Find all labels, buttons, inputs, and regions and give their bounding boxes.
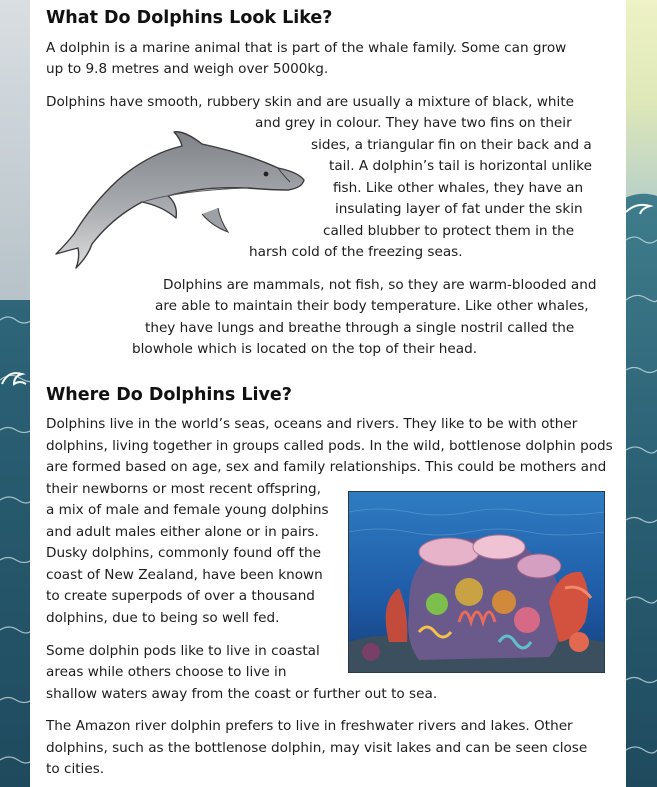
text-line: Some dolphin pods like to live in coastal — [46, 643, 320, 659]
text-line: are formed based on age, sex and family relationships. This could be mothers and — [46, 459, 607, 475]
text-line: called blubber to protect them in the — [323, 223, 575, 239]
text-line: and grey in colour. They have two fins on their — [255, 115, 572, 131]
text-line: The Amazon river dolphin prefers to live in freshwater rivers and lakes. Other — [46, 718, 573, 734]
coral-reef-illustration — [348, 491, 605, 673]
text-line: A dolphin is a marine animal that is part of the whale family. Some can grow — [46, 40, 567, 56]
text-line: shallow waters away from the coast or further out to sea. — [46, 686, 438, 702]
text-line: Dusky dolphins, commonly found off the — [46, 545, 321, 561]
heading-where-do-dolphins-live: Where Do Dolphins Live? — [46, 385, 292, 405]
text-line: Dolphins live in the world’s seas, oceans and rivers. They like to be with other — [46, 416, 578, 432]
text-line: they have lungs and breathe through a single nostril called the — [145, 320, 575, 336]
text-line: dolphins, living together in groups called pods. In the wild, bottlenose dolphin pods — [46, 438, 613, 454]
text-line: their newborns or most recent offspring, — [46, 481, 322, 497]
text-line: Dolphins have smooth, rubbery skin and are usually a mixture of black, white — [46, 94, 575, 110]
text-line: harsh cold of the freezing seas. — [249, 244, 463, 260]
text-line: dolphins, such as the bottlenose dolphin, may visit lakes and can be seen close — [46, 740, 588, 756]
text-line: blowhole which is located on the top of their head. — [132, 341, 478, 357]
text-line: a mix of male and female young dolphins — [46, 502, 329, 518]
text-line: to cities. — [46, 761, 105, 777]
text-line: insulating layer of fat under the skin — [335, 201, 583, 217]
text-line: areas while others choose to live in — [46, 664, 287, 680]
text-line: to create superpods of over a thousand — [46, 588, 315, 604]
text-line: coast of New Zealand, have been known — [46, 567, 323, 583]
heading-what-do-dolphins-look-like: What Do Dolphins Look Like? — [46, 8, 333, 28]
text-line: tail. A dolphin’s tail is horizontal unlike — [329, 158, 592, 174]
text-line: and adult males either alone or in pairs. — [46, 524, 319, 540]
text-line: Dolphins are mammals, not fish, so they are warm-blooded and — [163, 277, 597, 293]
text-line: fish. Like other whales, they have an — [333, 180, 584, 196]
text-line: are able to maintain their body temperature. Like other whales, — [155, 298, 589, 314]
text-line: up to 9.8 metres and weigh over 5000kg. — [46, 61, 329, 77]
dolphin-illustration — [52, 128, 310, 270]
text-line: sides, a triangular fin on their back and a — [311, 137, 592, 153]
text-line: dolphins, due to being so well fed. — [46, 610, 280, 626]
